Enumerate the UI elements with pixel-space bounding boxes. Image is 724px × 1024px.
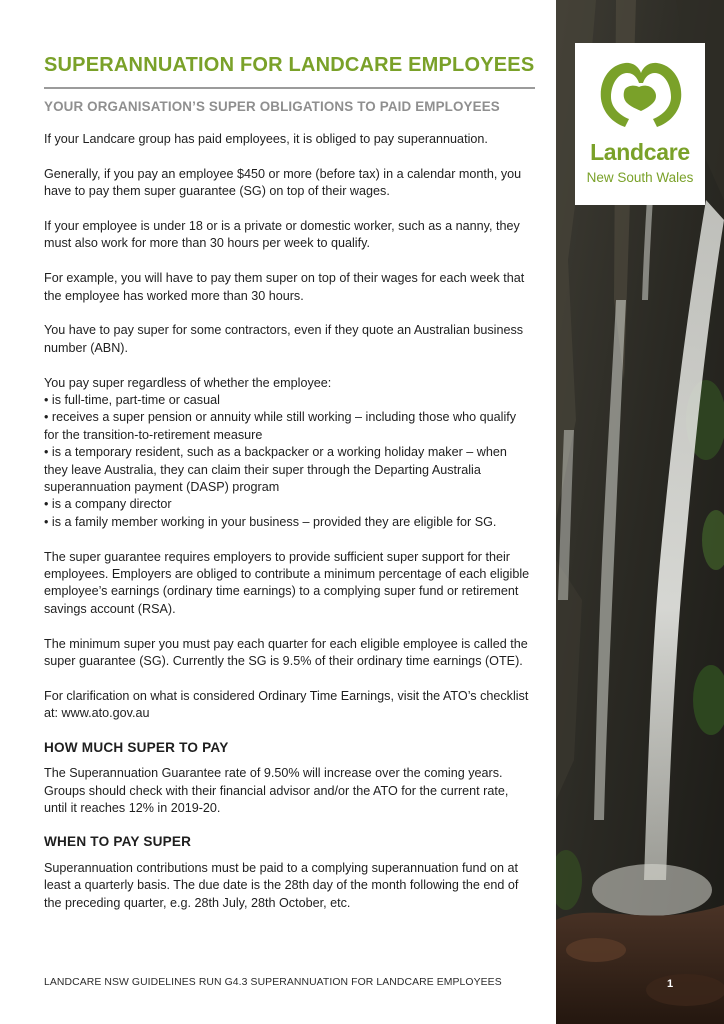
- list-item: • is a family member working in your business – provided they are eligible for SG.: [44, 514, 534, 531]
- logo-subtitle: New South Wales: [586, 170, 694, 185]
- title-divider: [44, 87, 535, 89]
- paragraph: The super guarantee requires employers to provide sufficient super support for their employees. Employers are obliged to contribute a minimum percentage of each eligible employee’s earnings (ordinary time earnings) to a complying super fund or retirement savings account (RSA).: [44, 549, 530, 616]
- paragraph: The minimum super you must pay each quarter for each eligible employee is called the super guarantee (SG). Currently the SG is 9.5% of their ordinary time earnings (OTE).: [44, 636, 528, 669]
- paragraph: Generally, if you pay an employee $450 or more (before tax) in a calendar month, you have to pay them super guarantee (SG) on top of their wages.: [44, 166, 522, 199]
- landcare-nsw-logo: [575, 43, 705, 205]
- section-heading: HOW MUCH SUPER TO PAY: [44, 739, 229, 755]
- paragraph: If your Landcare group has paid employees, it is obliged to pay superannuation.: [44, 132, 488, 146]
- page-title: SUPERANNUATION FOR LANDCARE EMPLOYEES: [44, 54, 535, 76]
- page-subtitle: YOUR ORGANISATION’S SUPER OBLIGATIONS TO PAID EMPLOYEES: [44, 99, 500, 114]
- section-heading: WHEN TO PAY SUPER: [44, 834, 192, 850]
- body-text: [44, 131, 534, 912]
- paragraph: You have to pay super for some contractors, even if they quote an Australian business number (ABN).: [44, 323, 524, 355]
- list-item: • is a company director: [44, 496, 534, 513]
- paragraph: You pay super regardless of whether the employee:: [44, 375, 332, 390]
- employee-bullet-list: [44, 392, 534, 531]
- page-number: 1: [666, 978, 674, 990]
- page-footer: LANDCARE NSW GUIDELINES RUN G4.3 SUPERANNUATION FOR LANDCARE EMPLOYEES: [44, 977, 502, 988]
- section-text: Superannuation contributions must be paid to a complying superannuation fund on at least a quarterly basis. The due date is the 28th day of the month following the end of the preceding quarter, e.g. 28th July, 28th October, etc.: [44, 860, 519, 910]
- list-item: • receives a super pension or annuity while still working – including those who qualify for the transition-to-retirement measure: [44, 409, 534, 444]
- list-item: • is a temporary resident, such as a backpacker or a working holiday maker – when they leave Australia, they can claim their super through the Departing Australia superannuation payment (DASP) program: [44, 444, 534, 496]
- landcare-hands-australia-icon: [595, 59, 687, 129]
- paragraph: For example, you will have to pay them super on top of their wages for each week that the employee has worked more than 30 hours.: [44, 271, 525, 303]
- section-text: The Superannuation Guarantee rate of 9.50% will increase over the coming years. Groups should check with their financial advisor and/or the ATO for the current rate, until it reaches 12% in 2019-20.: [44, 766, 509, 815]
- list-item: • is full-time, part-time or casual: [44, 392, 534, 409]
- paragraph: If your employee is under 18 or is a private or domestic worker, such as a nanny, they must also work for more than 30 hours per week to qualify.: [44, 219, 520, 251]
- logo-wordmark: Landcare: [590, 139, 690, 165]
- paragraph: For clarification on what is considered Ordinary Time Earnings, visit the ATO’s checklist at: www.ato.gov.au: [44, 688, 529, 721]
